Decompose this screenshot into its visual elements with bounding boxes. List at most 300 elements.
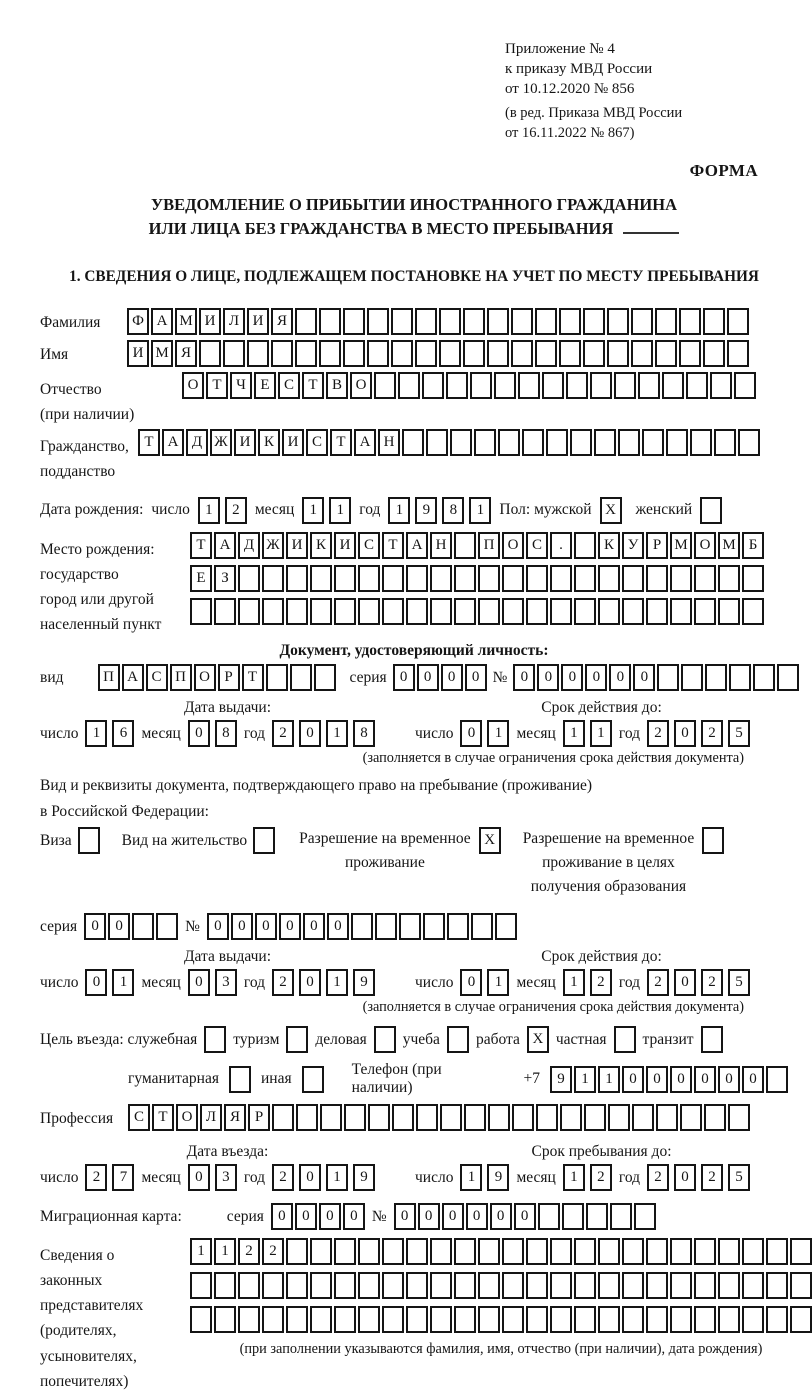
char-box[interactable] <box>742 565 764 592</box>
char-box[interactable] <box>535 340 557 367</box>
char-box[interactable]: Н <box>378 429 400 456</box>
char-box[interactable] <box>790 1238 812 1265</box>
char-box[interactable] <box>454 565 476 592</box>
char-box[interactable] <box>253 827 275 854</box>
char-box[interactable]: 0 <box>622 1066 644 1093</box>
char-box[interactable]: 2 <box>701 1164 723 1191</box>
char-box[interactable]: А <box>122 664 144 691</box>
char-box[interactable] <box>358 1272 380 1299</box>
char-box[interactable] <box>703 308 725 335</box>
char-box[interactable]: К <box>598 532 620 559</box>
char-box[interactable] <box>286 1026 308 1053</box>
char-box[interactable] <box>622 565 644 592</box>
char-box[interactable]: 0 <box>343 1203 365 1230</box>
char-box[interactable]: И <box>247 308 269 335</box>
char-box[interactable] <box>454 532 476 559</box>
char-box[interactable]: 2 <box>701 969 723 996</box>
char-box[interactable] <box>430 598 452 625</box>
char-box[interactable]: 1 <box>302 497 324 524</box>
char-box[interactable] <box>402 429 424 456</box>
char-box[interactable]: 0 <box>609 664 631 691</box>
char-box[interactable]: З <box>214 565 236 592</box>
char-box[interactable] <box>454 1238 476 1265</box>
char-box[interactable] <box>586 1203 608 1230</box>
char-box[interactable] <box>502 1238 524 1265</box>
char-box[interactable] <box>310 1306 332 1333</box>
char-box[interactable] <box>694 1238 716 1265</box>
char-box[interactable]: 1 <box>563 1164 585 1191</box>
char-box[interactable]: 1 <box>112 969 134 996</box>
char-box[interactable]: 0 <box>394 1203 416 1230</box>
char-box[interactable]: 1 <box>198 497 220 524</box>
char-box[interactable]: А <box>214 532 236 559</box>
char-box[interactable] <box>727 340 749 367</box>
char-box[interactable] <box>344 1104 366 1131</box>
char-box[interactable] <box>190 1272 212 1299</box>
char-box[interactable] <box>334 598 356 625</box>
char-box[interactable] <box>703 340 725 367</box>
char-box[interactable] <box>382 598 404 625</box>
char-box[interactable] <box>238 598 260 625</box>
char-box[interactable] <box>714 429 736 456</box>
char-box[interactable] <box>655 308 677 335</box>
char-box[interactable] <box>614 1026 636 1053</box>
char-box[interactable] <box>559 308 581 335</box>
char-box[interactable]: С <box>146 664 168 691</box>
char-box[interactable] <box>536 1104 558 1131</box>
char-box[interactable] <box>574 598 596 625</box>
char-box[interactable] <box>78 827 100 854</box>
char-box[interactable]: 2 <box>238 1238 260 1265</box>
char-box[interactable] <box>447 1026 469 1053</box>
char-box[interactable]: Т <box>138 429 160 456</box>
char-box[interactable] <box>502 598 524 625</box>
char-box[interactable] <box>766 1306 788 1333</box>
char-box[interactable] <box>374 1026 396 1053</box>
char-box[interactable] <box>156 913 178 940</box>
char-box[interactable] <box>478 598 500 625</box>
char-box[interactable] <box>701 1026 723 1053</box>
char-box[interactable]: Т <box>382 532 404 559</box>
char-box[interactable]: 2 <box>701 720 723 747</box>
char-box[interactable] <box>694 598 716 625</box>
char-box[interactable] <box>670 1238 692 1265</box>
char-box[interactable] <box>319 340 341 367</box>
char-box[interactable] <box>574 565 596 592</box>
char-box[interactable] <box>690 429 712 456</box>
char-box[interactable] <box>614 372 636 399</box>
char-box[interactable] <box>430 1238 452 1265</box>
char-box[interactable]: П <box>478 532 500 559</box>
char-box[interactable]: П <box>98 664 120 691</box>
char-box[interactable] <box>646 598 668 625</box>
char-box[interactable]: Ф <box>127 308 149 335</box>
char-box[interactable] <box>470 372 492 399</box>
char-box[interactable] <box>320 1104 342 1131</box>
char-box[interactable]: 0 <box>514 1203 536 1230</box>
char-box[interactable]: К <box>310 532 332 559</box>
char-box[interactable]: 3 <box>215 969 237 996</box>
char-box[interactable] <box>262 598 284 625</box>
char-box[interactable] <box>680 1104 702 1131</box>
char-box[interactable] <box>382 1238 404 1265</box>
char-box[interactable] <box>526 1306 548 1333</box>
char-box[interactable] <box>190 1306 212 1333</box>
char-box[interactable] <box>550 565 572 592</box>
char-box[interactable] <box>375 913 397 940</box>
char-box[interactable] <box>632 1104 654 1131</box>
char-box[interactable]: 1 <box>590 720 612 747</box>
char-box[interactable]: Т <box>242 664 264 691</box>
char-box[interactable]: 0 <box>303 913 325 940</box>
char-box[interactable] <box>423 913 445 940</box>
char-box[interactable] <box>382 565 404 592</box>
char-box[interactable]: О <box>194 664 216 691</box>
char-box[interactable] <box>538 1203 560 1230</box>
char-box[interactable] <box>446 372 468 399</box>
char-box[interactable] <box>494 372 516 399</box>
char-box[interactable]: Т <box>302 372 324 399</box>
char-box[interactable] <box>502 1272 524 1299</box>
char-box[interactable]: 0 <box>441 664 463 691</box>
char-box[interactable]: 0 <box>319 1203 341 1230</box>
char-box[interactable] <box>718 598 740 625</box>
char-box[interactable]: 1 <box>574 1066 596 1093</box>
char-box[interactable] <box>656 1104 678 1131</box>
char-box[interactable]: 1 <box>598 1066 620 1093</box>
char-box[interactable]: 2 <box>590 1164 612 1191</box>
char-box[interactable]: А <box>162 429 184 456</box>
char-box[interactable]: 0 <box>633 664 655 691</box>
char-box[interactable] <box>638 372 660 399</box>
char-box[interactable]: Я <box>271 308 293 335</box>
char-box[interactable]: 0 <box>465 664 487 691</box>
char-box[interactable]: 3 <box>215 1164 237 1191</box>
char-box[interactable]: 0 <box>84 913 106 940</box>
char-box[interactable] <box>310 565 332 592</box>
char-box[interactable]: 2 <box>272 720 294 747</box>
char-box[interactable] <box>430 565 452 592</box>
char-box[interactable]: 0 <box>207 913 229 940</box>
char-box[interactable] <box>406 1306 428 1333</box>
char-box[interactable] <box>679 308 701 335</box>
char-box[interactable] <box>718 1238 740 1265</box>
char-box[interactable]: Д <box>238 532 260 559</box>
char-box[interactable] <box>790 1306 812 1333</box>
char-box[interactable]: И <box>334 532 356 559</box>
char-box[interactable] <box>295 308 317 335</box>
char-box[interactable] <box>296 1104 318 1131</box>
char-box[interactable] <box>430 1272 452 1299</box>
char-box[interactable]: М <box>175 308 197 335</box>
char-box[interactable] <box>742 1306 764 1333</box>
char-box[interactable]: 1 <box>563 969 585 996</box>
char-box[interactable]: Т <box>330 429 352 456</box>
char-box[interactable]: И <box>282 429 304 456</box>
char-box[interactable] <box>598 565 620 592</box>
char-box[interactable] <box>670 598 692 625</box>
char-box[interactable] <box>718 565 740 592</box>
char-box[interactable] <box>488 1104 510 1131</box>
char-box[interactable]: 0 <box>393 664 415 691</box>
char-box[interactable]: 0 <box>466 1203 488 1230</box>
char-box[interactable] <box>238 565 260 592</box>
char-box[interactable]: 0 <box>327 913 349 940</box>
char-box[interactable]: С <box>358 532 380 559</box>
char-box[interactable] <box>498 429 520 456</box>
char-box[interactable] <box>471 913 493 940</box>
char-box[interactable] <box>262 565 284 592</box>
char-box[interactable] <box>478 565 500 592</box>
char-box[interactable] <box>542 372 564 399</box>
char-box[interactable]: О <box>176 1104 198 1131</box>
char-box[interactable]: 1 <box>563 720 585 747</box>
char-box[interactable] <box>777 664 799 691</box>
char-box[interactable]: О <box>182 372 204 399</box>
char-box[interactable]: 1 <box>460 1164 482 1191</box>
char-box[interactable] <box>295 340 317 367</box>
char-box[interactable] <box>742 1238 764 1265</box>
char-box[interactable] <box>502 565 524 592</box>
char-box[interactable] <box>738 429 760 456</box>
char-box[interactable]: 5 <box>728 720 750 747</box>
char-box[interactable] <box>512 1104 534 1131</box>
char-box[interactable] <box>286 1238 308 1265</box>
char-box[interactable]: Б <box>742 532 764 559</box>
char-box[interactable] <box>416 1104 438 1131</box>
char-box[interactable]: 1 <box>214 1238 236 1265</box>
char-box[interactable]: 1 <box>388 497 410 524</box>
char-box[interactable] <box>608 1104 630 1131</box>
char-box[interactable]: Т <box>206 372 228 399</box>
char-box[interactable] <box>662 372 684 399</box>
char-box[interactable] <box>583 308 605 335</box>
char-box[interactable] <box>694 1306 716 1333</box>
char-box[interactable]: 5 <box>728 969 750 996</box>
char-box[interactable] <box>422 372 444 399</box>
char-box[interactable]: С <box>526 532 548 559</box>
char-box[interactable] <box>710 372 732 399</box>
char-box[interactable] <box>358 598 380 625</box>
char-box[interactable]: 2 <box>225 497 247 524</box>
char-box[interactable] <box>204 1026 226 1053</box>
char-box[interactable] <box>310 1238 332 1265</box>
char-box[interactable] <box>358 1306 380 1333</box>
char-box[interactable] <box>574 1306 596 1333</box>
char-box[interactable] <box>766 1238 788 1265</box>
char-box[interactable] <box>439 308 461 335</box>
char-box[interactable] <box>562 1203 584 1230</box>
char-box[interactable]: 1 <box>85 720 107 747</box>
char-box[interactable] <box>734 372 756 399</box>
char-box[interactable]: 1 <box>326 1164 348 1191</box>
char-box[interactable] <box>382 1272 404 1299</box>
char-box[interactable] <box>214 598 236 625</box>
char-box[interactable]: 0 <box>299 969 321 996</box>
char-box[interactable]: И <box>234 429 256 456</box>
char-box[interactable] <box>343 308 365 335</box>
char-box[interactable]: Е <box>254 372 276 399</box>
char-box[interactable] <box>728 1104 750 1131</box>
char-box[interactable] <box>454 598 476 625</box>
char-box[interactable] <box>415 340 437 367</box>
char-box[interactable] <box>286 1306 308 1333</box>
char-box[interactable]: 9 <box>550 1066 572 1093</box>
char-box[interactable] <box>526 598 548 625</box>
char-box[interactable] <box>382 1306 404 1333</box>
char-box[interactable] <box>670 565 692 592</box>
char-box[interactable] <box>406 565 428 592</box>
char-box[interactable]: 1 <box>329 497 351 524</box>
char-box[interactable] <box>622 1238 644 1265</box>
char-box[interactable] <box>430 1306 452 1333</box>
char-box[interactable] <box>214 1306 236 1333</box>
char-box[interactable]: А <box>151 308 173 335</box>
char-box[interactable] <box>374 372 396 399</box>
char-box[interactable]: К <box>258 429 280 456</box>
char-box[interactable] <box>766 1066 788 1093</box>
char-box[interactable]: 0 <box>460 969 482 996</box>
char-box[interactable]: 0 <box>85 969 107 996</box>
char-box[interactable] <box>487 308 509 335</box>
char-box[interactable]: И <box>199 308 221 335</box>
char-box[interactable]: 2 <box>647 1164 669 1191</box>
char-box[interactable]: 1 <box>326 969 348 996</box>
char-box[interactable] <box>478 1306 500 1333</box>
char-box[interactable]: М <box>151 340 173 367</box>
char-box[interactable] <box>622 1272 644 1299</box>
char-box[interactable]: 0 <box>646 1066 668 1093</box>
char-box[interactable]: 0 <box>271 1203 293 1230</box>
char-box[interactable]: Ч <box>230 372 252 399</box>
char-box[interactable] <box>607 340 629 367</box>
char-box[interactable] <box>391 308 413 335</box>
char-box[interactable] <box>526 1272 548 1299</box>
char-box[interactable] <box>694 1272 716 1299</box>
char-box[interactable] <box>566 372 588 399</box>
char-box[interactable] <box>598 1272 620 1299</box>
char-box[interactable] <box>229 1066 251 1093</box>
char-box[interactable]: 0 <box>299 1164 321 1191</box>
char-box[interactable] <box>766 1272 788 1299</box>
char-box[interactable]: Д <box>186 429 208 456</box>
char-box[interactable] <box>702 827 724 854</box>
char-box[interactable] <box>310 1272 332 1299</box>
char-box[interactable]: И <box>127 340 149 367</box>
char-box[interactable]: X <box>479 827 501 854</box>
char-box[interactable] <box>406 1238 428 1265</box>
char-box[interactable] <box>302 1066 324 1093</box>
char-box[interactable]: 0 <box>295 1203 317 1230</box>
char-box[interactable] <box>358 565 380 592</box>
char-box[interactable]: 2 <box>647 969 669 996</box>
char-box[interactable] <box>495 913 517 940</box>
char-box[interactable] <box>463 308 485 335</box>
char-box[interactable] <box>694 565 716 592</box>
char-box[interactable] <box>511 308 533 335</box>
char-box[interactable] <box>560 1104 582 1131</box>
char-box[interactable] <box>406 598 428 625</box>
char-box[interactable]: 0 <box>674 1164 696 1191</box>
char-box[interactable] <box>319 308 341 335</box>
char-box[interactable] <box>262 1306 284 1333</box>
char-box[interactable] <box>368 1104 390 1131</box>
char-box[interactable]: 0 <box>513 664 535 691</box>
char-box[interactable] <box>454 1272 476 1299</box>
char-box[interactable] <box>358 1238 380 1265</box>
char-box[interactable] <box>478 1238 500 1265</box>
char-box[interactable]: Р <box>218 664 240 691</box>
char-box[interactable]: 8 <box>442 497 464 524</box>
char-box[interactable] <box>223 340 245 367</box>
char-box[interactable]: Т <box>152 1104 174 1131</box>
char-box[interactable]: 0 <box>418 1203 440 1230</box>
char-box[interactable]: М <box>718 532 740 559</box>
char-box[interactable] <box>474 429 496 456</box>
char-box[interactable]: 7 <box>112 1164 134 1191</box>
char-box[interactable]: Е <box>190 565 212 592</box>
char-box[interactable]: Я <box>224 1104 246 1131</box>
char-box[interactable] <box>463 340 485 367</box>
char-box[interactable] <box>570 429 592 456</box>
char-box[interactable] <box>367 340 389 367</box>
char-box[interactable] <box>439 340 461 367</box>
char-box[interactable] <box>704 1104 726 1131</box>
char-box[interactable] <box>487 340 509 367</box>
char-box[interactable] <box>790 1272 812 1299</box>
char-box[interactable] <box>590 372 612 399</box>
char-box[interactable]: 0 <box>718 1066 740 1093</box>
char-box[interactable]: А <box>354 429 376 456</box>
char-box[interactable]: С <box>278 372 300 399</box>
char-box[interactable]: X <box>527 1026 549 1053</box>
char-box[interactable] <box>642 429 664 456</box>
char-box[interactable] <box>646 565 668 592</box>
char-box[interactable] <box>502 1306 524 1333</box>
char-box[interactable]: Р <box>248 1104 270 1131</box>
char-box[interactable] <box>464 1104 486 1131</box>
char-box[interactable] <box>199 340 221 367</box>
char-box[interactable] <box>646 1272 668 1299</box>
char-box[interactable] <box>334 1306 356 1333</box>
char-box[interactable] <box>310 598 332 625</box>
char-box[interactable]: 9 <box>353 969 375 996</box>
char-box[interactable]: 0 <box>674 720 696 747</box>
char-box[interactable]: Я <box>175 340 197 367</box>
char-box[interactable]: Ж <box>210 429 232 456</box>
char-box[interactable] <box>742 1272 764 1299</box>
char-box[interactable] <box>622 598 644 625</box>
char-box[interactable] <box>398 372 420 399</box>
char-box[interactable]: О <box>502 532 524 559</box>
char-box[interactable]: 0 <box>108 913 130 940</box>
char-box[interactable]: М <box>670 532 692 559</box>
char-box[interactable] <box>574 1272 596 1299</box>
char-box[interactable]: 2 <box>647 720 669 747</box>
char-box[interactable] <box>670 1272 692 1299</box>
char-box[interactable] <box>583 340 605 367</box>
char-box[interactable] <box>290 664 312 691</box>
char-box[interactable] <box>518 372 540 399</box>
char-box[interactable] <box>700 497 722 524</box>
char-box[interactable] <box>535 308 557 335</box>
char-box[interactable] <box>351 913 373 940</box>
char-box[interactable] <box>681 664 703 691</box>
char-box[interactable] <box>729 664 751 691</box>
char-box[interactable]: X <box>600 497 622 524</box>
char-box[interactable] <box>546 429 568 456</box>
char-box[interactable] <box>334 565 356 592</box>
